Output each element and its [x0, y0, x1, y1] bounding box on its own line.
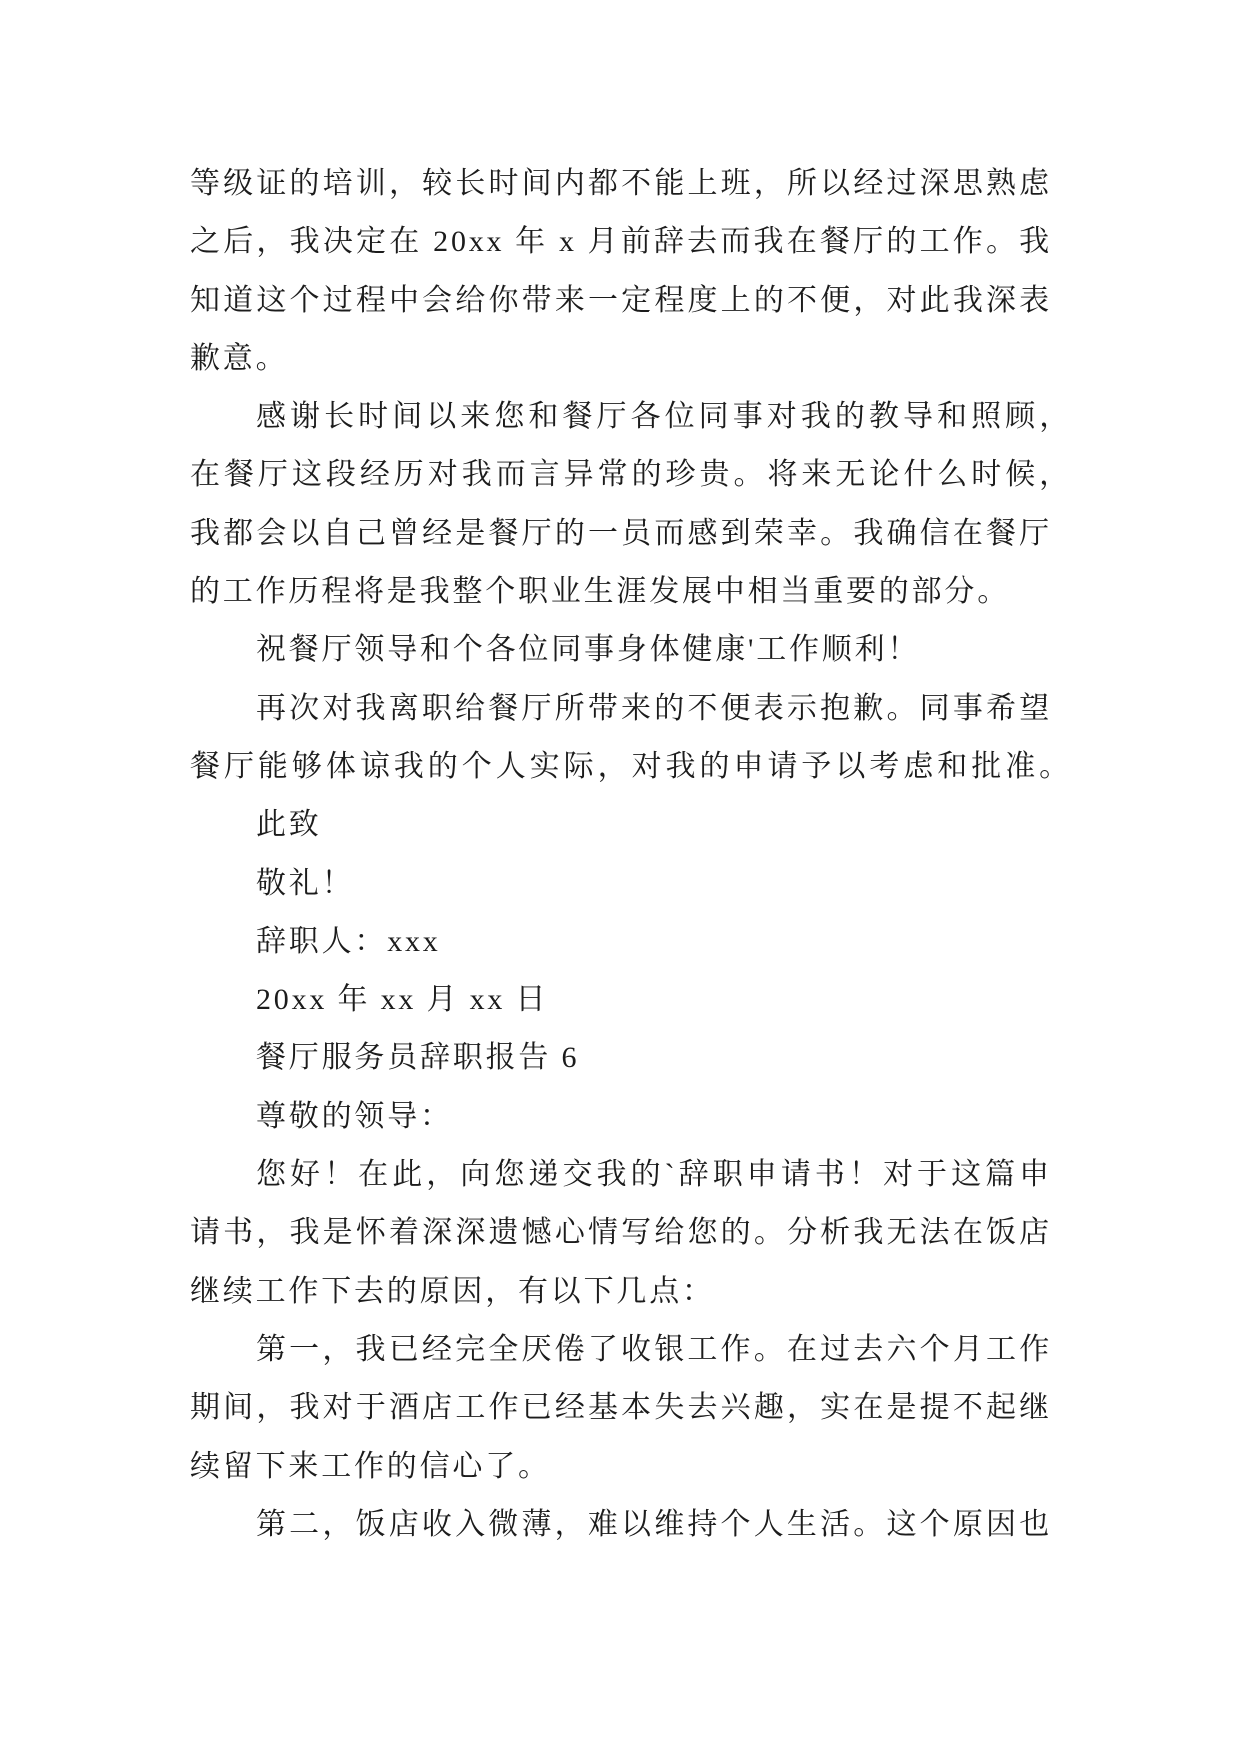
text-line: 之后，我决定在 20xx 年 x 月前辞去而我在餐厅的工作。我 — [190, 225, 1052, 259]
text-line: 再次对我离职给餐厅所带来的不便表示抱歉。同事希望 — [256, 691, 1052, 725]
text-line: 您好！在此，向您递交我的`辞职申请书！对于这篇申 — [256, 1158, 1052, 1192]
text-line: 等级证的培训，较长时间内都不能上班，所以经过深思熟虑 — [190, 167, 1052, 200]
greeting-line: 尊敬的领导： — [256, 1099, 453, 1133]
text-line: 祝餐厅领导和个各位同事身体健康'工作顺利！ — [256, 633, 921, 667]
text-line: 知道这个过程中会给你带来一定程度上的不便，对此我深表 — [190, 283, 1052, 317]
text-line: 歉意。 — [190, 341, 289, 375]
text-line: 请书，我是怀着深深遗憾心情写给您的。分析我无法在饭店 — [190, 1216, 1052, 1250]
signature-line: 辞职人：xxx — [256, 924, 441, 958]
text-line: 续留下来工作的信心了。 — [190, 1449, 551, 1483]
document-body — [190, 155, 1072, 1554]
text-line: 我都会以自己曾经是餐厅的一员而感到荣幸。我确信在餐厅 — [190, 516, 1052, 550]
date-line: 20xx 年 xx 月 xx 日 — [256, 983, 549, 1017]
closing-regards: 敬礼！ — [256, 866, 355, 900]
text-line: 期间，我对于酒店工作已经基本失去兴趣，实在是提不起继 — [190, 1391, 1052, 1425]
text-line: 第一，我已经完全厌倦了收银工作。在过去六个月工作 — [256, 1332, 1052, 1366]
text-line: 餐厅能够体谅我的个人实际，对我的申请予以考虑和批准。 — [190, 749, 1072, 783]
text-line: 在餐厅这段经历对我而言异常的珍贵。将来无论什么时候， — [190, 458, 1072, 492]
closing-salutation: 此致 — [256, 808, 322, 842]
text-line: 的工作历程将是我整个职业生涯发展中相当重要的部分。 — [190, 575, 1010, 609]
section-title: 餐厅服务员辞职报告 6 — [256, 1041, 580, 1075]
text-line: 继续工作下去的原因，有以下几点： — [190, 1274, 715, 1308]
text-line: 感谢长时间以来您和餐厅各位同事对我的教导和照顾， — [256, 400, 1072, 434]
text-line: 第二，饭店收入微薄，难以维持个人生活。这个原因也 — [256, 1507, 1052, 1541]
